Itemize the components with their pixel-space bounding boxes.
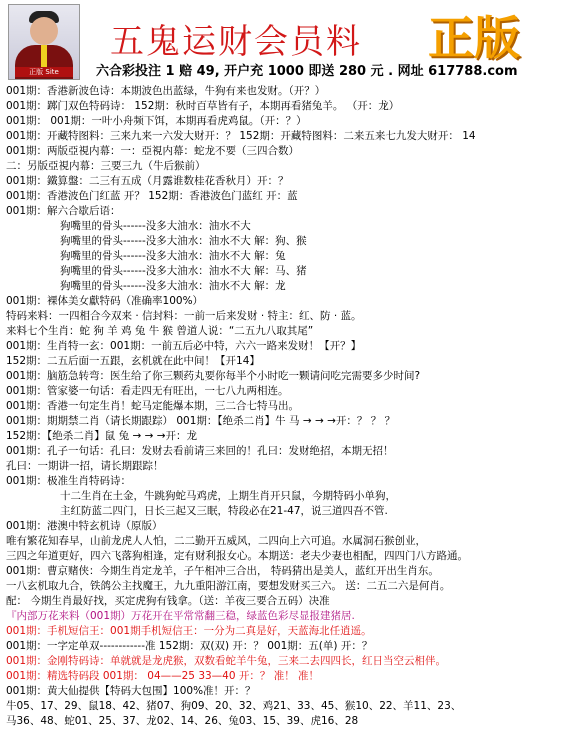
text-line: 狗嘴里的骨头------没多大油水：油水不大 解：狗、猴 [60,235,307,247]
text-line: 一八玄机取九合，铁鸽公主找魔王，九九重阳游江南，要想发财买三六。 送：二五二六是何肖。 [6,580,451,592]
text-line: 001期：香港新波色诗：本期波色出蓝绿，牛狗有来也发财。（开？） [6,85,326,97]
text-line: 主红防蓝二四门，日长三起又三眠，特段必在21-47，说三道四吾不管. [60,505,388,517]
text-line: 001期：裸体美女獻特码（准确率100%） [6,295,204,307]
tagline: 六合彩投注 1 赔 49, 开户充 1000 即送 280 元 . 网址 617788.com [96,64,518,79]
text-line: 001期：踯门双色特码诗： 152期：秋时百草皆有子，本期再看猪兔羊。 （开：龙） [6,100,400,112]
text-line: 狗嘴里的骨头------没多大油水：油水不大 [60,220,251,232]
text-line: 001期：香港波色门红蓝 开？ 152期：香港波色门蓝红 开：蓝 [6,190,298,202]
page-title: 五鬼运财会员料 [110,22,362,62]
genuine-badge: 正版 [428,11,520,65]
text-line: 来料七个生肖：蛇 狗 羊 鸡 兔 牛 猴 曾道人说：“二五九八取其尾” [6,325,314,337]
text-line: 001期：管家婆一句话：看走四无有旺出，一七八九两相连。 [6,385,289,397]
text-line: 001期：曹京赌侠：今期生肖定龙羊，子午相冲三合出， 特码猜出是美人，蓝红开出生肖东。 [6,565,439,577]
text-line: 狗嘴里的骨头------没多大油水：油水不大 解：龙 [60,280,286,292]
text-line: 马36、48、蛇01、25、37、龙02、14、26、兔03、15、39、虎16、28 [6,715,359,727]
text-line: 狗嘴里的骨头------没多大油水：油水不大 解：兔 [60,250,286,262]
text-line: 001期：黄大仙提供【特码大包围】100%准！开：？ [6,685,256,697]
text-line: 001期：极准生肖特码诗： [6,475,132,487]
text-line: 152期：【绝杀二肖】鼠 兔 → → →开：龙 [6,430,198,442]
text-line: 001期：孔子一句话：孔曰：发财去看前请三来回的！孔曰：发财绝招，本期无招！ [6,445,394,457]
text-line: 001期：解六合歇后语： [6,205,121,217]
header [0,0,575,82]
text-line: 001期：手机短信王：001期手机短信王：一分为二真是好，天蓝海北任逍遥。 [6,625,372,637]
text-line: 001期：两版亞視内幕：一：亞視内幕：蛇龙不要（三四合数） [6,145,300,157]
text-line: 特码来料：一四相合今双来 · 信封料：一前一后来发财 · 特主：红、防 · 蓝。 [6,310,362,322]
photo-caption: 正版 Site [15,67,73,77]
text-line: 狗嘴里的骨头------没多大油水：油水不大 解：马、猪 [60,265,307,277]
text-line: 十二生肖在土金，牛跳狗蛇马鸡虎，上期生肖开只鼠，今期特码小单狗， [60,490,396,502]
text-line: 001期：鐵算盤：二三有五成（月露谁数桂花香秋月）开：？ [6,175,289,187]
presenter-photo [8,4,80,80]
text-line: 001期：脑筋急转弯：医生给了你三颗药丸要你每半个小时吃一颗请问吃完需要多少时间? [6,370,421,382]
text-line: 001期：开藏特图料：三来九来一六发大财开：？ 152期：开藏特图料：二来五来七九发大财开： 14 [6,130,476,142]
text-line: 唯有繁花知春早，山前龙虎人人怕，二二勤开五威风，二四向上六可追。水属洞石猴创业， [6,535,426,547]
text-line: 001期：一字定单双------------准 152期：双(双) 开：？ 001期：五(单) 开：？ [6,640,373,652]
text-line: 001期：金刚特码诗：单就就是龙虎猴，双数看蛇羊牛兔，三来二去四四长，红日当空云相伴。 [6,655,447,667]
text-line: 152期：二五后面一五跟，玄机就在此中间！【开14】 [6,355,260,367]
text-line: 001期：生肖特一玄：001期：一前五后必中特，六六一路来发财！【开？】 [6,340,362,352]
text-line: 孔曰：一期讲一招，请长期跟踪！ [6,460,164,472]
text-line: 二：另版亞視内幕：三要三九（牛后猴前） [6,160,206,172]
text-line: 001期： 001期：一叶小舟频下饵，本期再看虎鸡鼠。（开：？） [6,115,307,127]
text-line: 配： 今期生肖最好找，买定虎狗有钱拿。（送：羊夜三要合五码）决准 [6,595,330,607]
text-line: 001期：精选特码段 001期： 04——25 33—40 开：？ 准！ 准！ [6,670,320,682]
text-line: 001期：港澳中特玄机诗（原版） [6,520,163,532]
text-line: 『内部万花来料（001期）万花开在平常常翻三稳，绿蓝色彩尽显报建猪居. [6,610,355,622]
text-line: 001期：期期禁二肖（请长期跟踪） 001期：【绝杀二肖】牛 马 → → →开：？ ？ ？ [6,415,396,427]
text-line: 三四之年道更好，四六飞落狗相逢，定有财利报女心。本期送：老夫少妻也相配，四四门八方路通。 [6,550,468,562]
text-line: 001期：香港一句定生肖！蛇马定能爆本期，三二合七特马出。 [6,400,300,412]
text-line: 牛05、17、29、鼠18、42、猪07、狗09、20、32、鸡21、33、45、猴10、22、羊11、23、 [6,700,462,712]
